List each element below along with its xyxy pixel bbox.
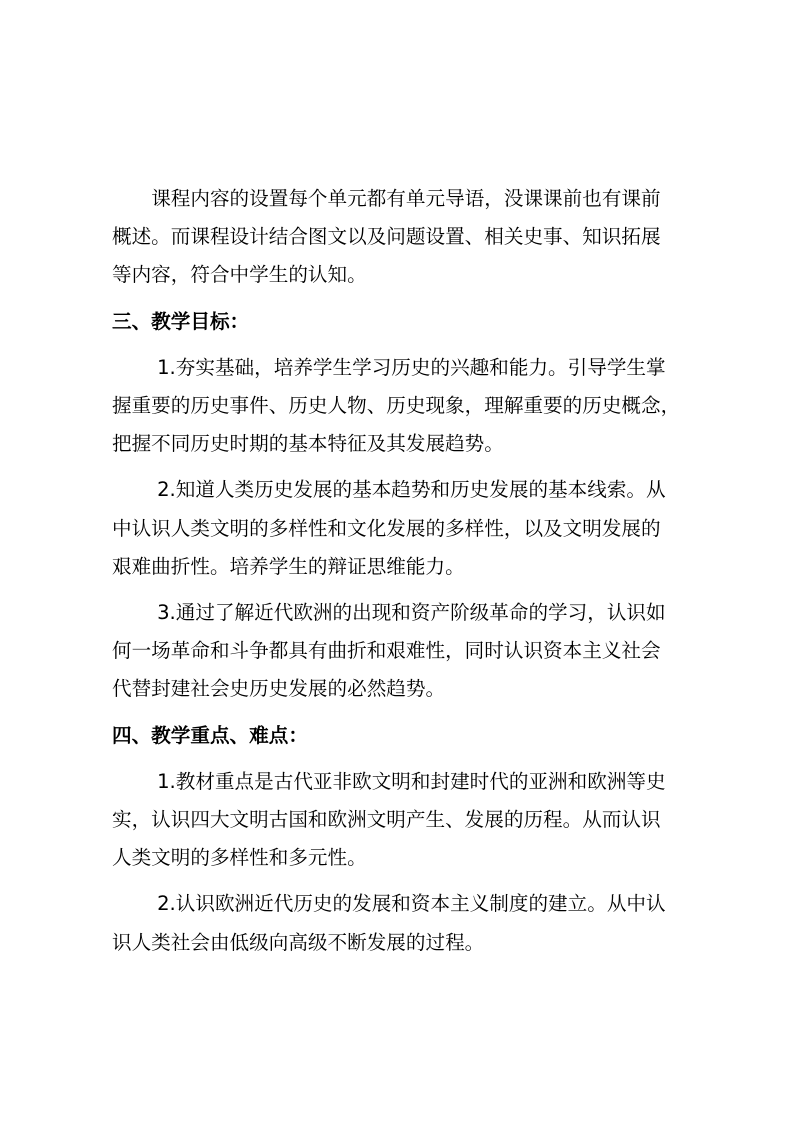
goal-item-1 (112, 349, 682, 464)
text-line: 识人类社会由低级向高级不断发展的过程。 (112, 930, 485, 954)
text-line: 课程内容的设置每个单元都有单元导语，没课课前也有课前 (151, 187, 661, 210)
text-line: 人类文明的多样性和多元性。 (112, 846, 367, 870)
document-page (112, 180, 682, 962)
section-heading-teaching-goals: 三、教学目标： (112, 309, 250, 333)
text-line: 2.认识欧洲近代历史的发展和资本主义制度的建立。从中认 (157, 892, 666, 916)
text-line: 握重要的历史事件、历史人物、历史现象，理解重要的历史概念， (112, 394, 681, 418)
goal-item-3 (112, 594, 682, 709)
text-line: 代替封建社会史历史发展的必然趋势。 (112, 677, 446, 701)
key-point-item-1 (112, 763, 682, 878)
section-heading-key-points: 四、教学重点、难点： (112, 723, 308, 747)
text-line: 等内容，符合中学生的认知。 (112, 263, 367, 287)
goal-item-2 (112, 471, 682, 586)
text-line: 把握不同历史时期的基本特征及其发展趋势。 (112, 432, 504, 456)
course-content-paragraph (112, 180, 682, 295)
text-line: 实，认识四大文明古国和欧洲文明产生、发展的历程。从而认识 (112, 808, 661, 832)
text-line: 艰难曲折性。培养学生的辩证思维能力。 (112, 554, 465, 578)
text-line: 2.知道人类历史发展的基本趋势和历史发展的基本线索。从 (157, 478, 666, 502)
text-line: 概述。而课程设计结合图文以及问题设置、相关史事、知识拓展 (112, 225, 661, 249)
key-point-item-2 (112, 885, 682, 961)
text-line: 3.通过了解近代欧洲的出现和资产阶级革命的学习，认识如 (157, 601, 666, 625)
text-line: 1.教材重点是古代亚非欧文明和封建时代的亚洲和欧洲等史 (157, 769, 666, 793)
text-line: 中认识人类文明的多样性和文化发展的多样性，以及文明发展的 (112, 516, 661, 540)
text-line: 1.夯实基础，培养学生学习历史的兴趣和能力。引导学生掌 (157, 355, 666, 379)
text-line: 何一场革命和斗争都具有曲折和艰难性，同时认识资本主义社会 (112, 639, 661, 663)
